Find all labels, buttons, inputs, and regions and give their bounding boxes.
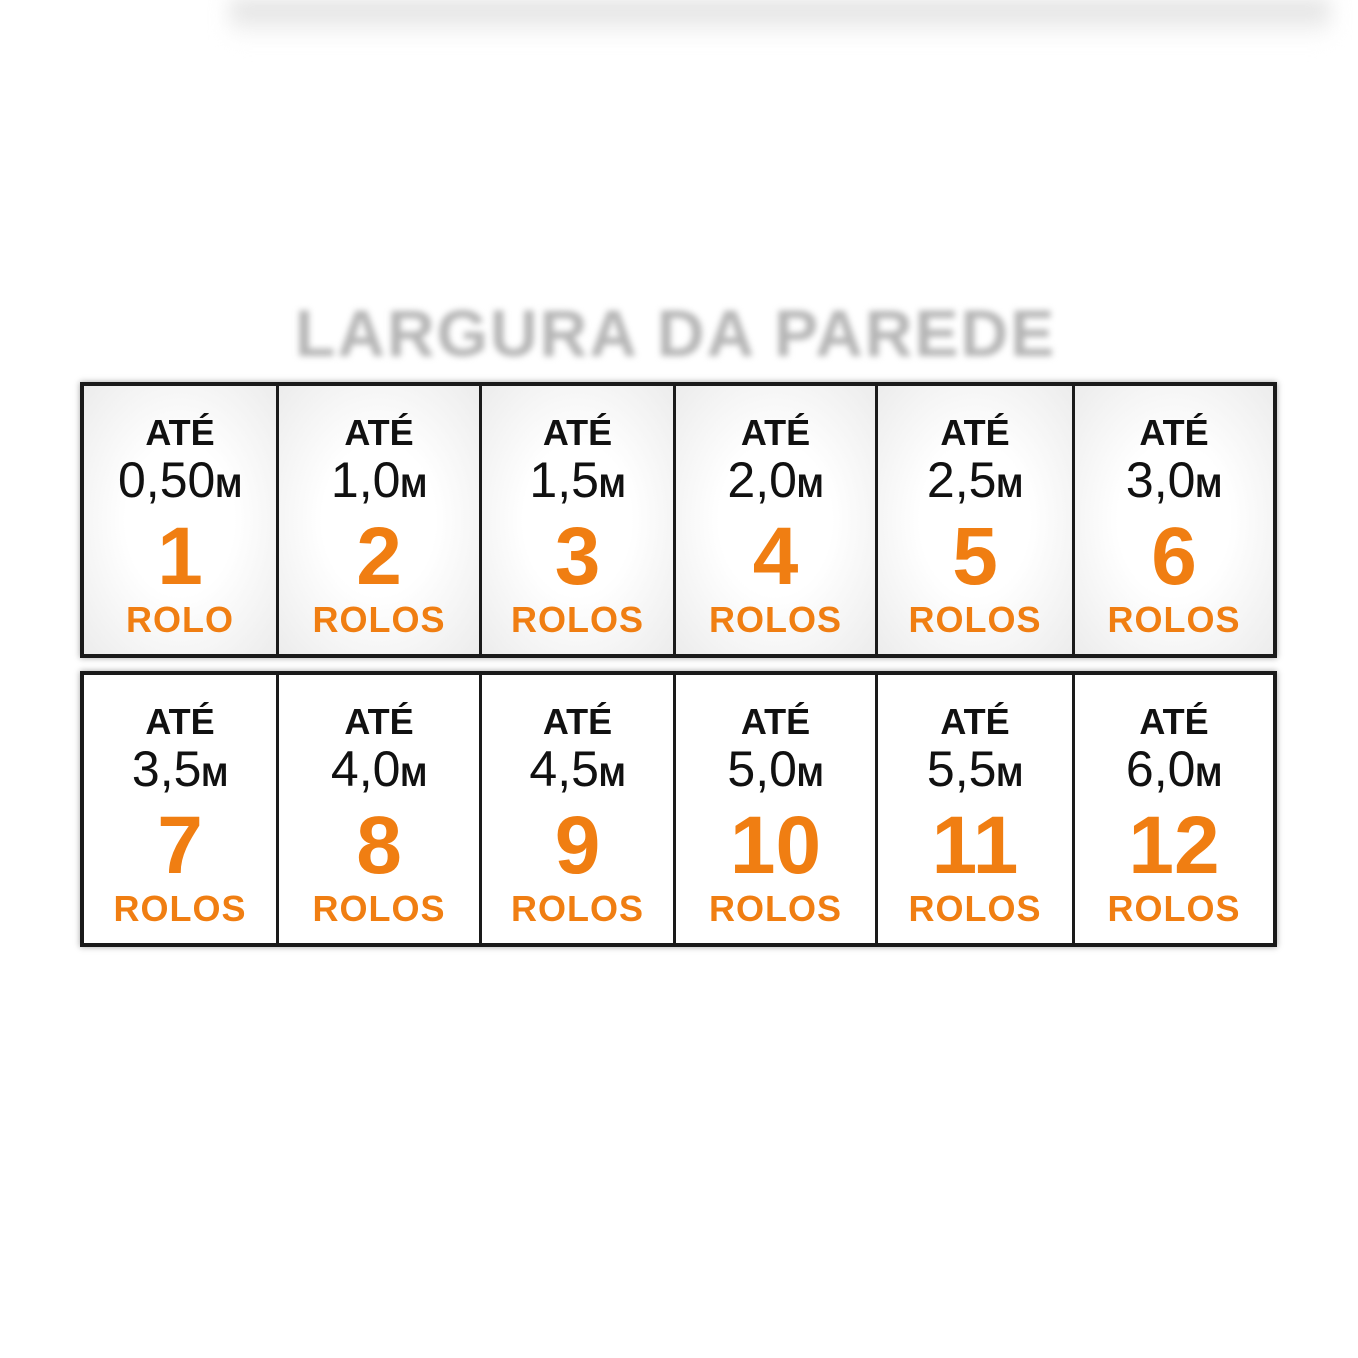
measure-value: 3,5	[131, 741, 202, 797]
roll-count: 8	[356, 800, 402, 891]
measure-unit: M	[1195, 757, 1223, 793]
roll-count: 10	[729, 800, 822, 891]
roll-count: 2	[356, 511, 402, 602]
cell-measure	[727, 454, 823, 512]
table-cell	[482, 675, 676, 943]
table-cell	[279, 675, 482, 943]
wall-width-heading: LARGURA DA PAREDE	[295, 296, 1057, 370]
cell-measure	[1126, 454, 1222, 512]
cell-prefix: ATÉ	[542, 701, 613, 742]
measure-value: 5,0	[727, 741, 797, 797]
cell-prefix: ATÉ	[344, 701, 414, 742]
measure-value: 2,0	[727, 452, 797, 508]
measure-value: 1,5	[529, 452, 599, 508]
roll-count: 7	[157, 800, 203, 891]
table-cell	[676, 386, 878, 654]
cell-prefix: ATÉ	[1139, 412, 1209, 453]
roll-label: ROLOS	[312, 599, 446, 640]
measure-unit: M	[796, 468, 824, 504]
measure-unit: M	[201, 757, 229, 793]
measure-value: 2,5	[926, 452, 997, 508]
cell-measure	[132, 743, 228, 801]
measure-value: 0,50	[118, 452, 216, 508]
cell-prefix: ATÉ	[940, 412, 1010, 453]
blurred-top-band	[230, 0, 1330, 40]
cell-measure	[331, 454, 427, 512]
roll-count: 5	[952, 511, 998, 602]
measure-value: 3,0	[1125, 452, 1196, 508]
measure-value: 4,5	[529, 741, 599, 797]
cell-prefix: ATÉ	[344, 412, 414, 453]
cell-measure	[927, 743, 1023, 801]
roll-count: 9	[554, 800, 601, 891]
measure-unit: M	[996, 468, 1024, 504]
cell-measure	[1126, 743, 1222, 801]
measure-value: 1,0	[330, 452, 401, 508]
table-cell	[1075, 386, 1273, 654]
roll-label: ROLO	[126, 599, 234, 640]
table-row	[80, 382, 1277, 658]
roll-label: ROLOS	[908, 888, 1042, 929]
roll-label: ROLOS	[510, 888, 644, 929]
roll-count: 3	[554, 511, 601, 602]
measure-value: 4,0	[330, 741, 401, 797]
roll-label: ROLOS	[510, 599, 644, 640]
roll-count: 4	[752, 511, 799, 602]
roll-count: 11	[931, 800, 1019, 891]
roll-count: 12	[1128, 800, 1220, 891]
cell-prefix: ATÉ	[145, 701, 215, 742]
table-cell	[84, 675, 279, 943]
cell-measure	[118, 454, 242, 512]
table-cell	[676, 675, 878, 943]
measure-unit: M	[996, 757, 1024, 793]
cell-prefix: ATÉ	[542, 412, 613, 453]
table-cell	[1075, 675, 1273, 943]
measure-value: 6,0	[1125, 741, 1196, 797]
cell-prefix: ATÉ	[740, 412, 811, 453]
rolls-table	[80, 382, 1277, 947]
roll-label: ROLOS	[908, 599, 1042, 640]
measure-unit: M	[598, 468, 626, 504]
measure-unit: M	[400, 468, 428, 504]
cell-prefix: ATÉ	[940, 701, 1010, 742]
roll-count: 6	[1151, 511, 1197, 602]
measure-value: 5,5	[926, 741, 997, 797]
roll-label: ROLOS	[1107, 599, 1241, 640]
roll-label: ROLOS	[708, 888, 842, 929]
table-cell	[878, 675, 1075, 943]
table-cell	[482, 386, 676, 654]
table-cell	[84, 386, 279, 654]
roll-count: 1	[157, 511, 203, 602]
roll-label: ROLOS	[1107, 888, 1241, 929]
measure-unit: M	[1195, 468, 1223, 504]
cell-measure	[727, 743, 823, 801]
table-cell	[878, 386, 1075, 654]
measure-unit: M	[598, 757, 626, 793]
cell-measure	[331, 743, 427, 801]
roll-label: ROLOS	[708, 599, 842, 640]
cell-measure	[529, 454, 625, 512]
cell-prefix: ATÉ	[145, 412, 215, 453]
cell-measure	[927, 454, 1023, 512]
measure-unit: M	[215, 468, 242, 504]
measure-unit: M	[400, 757, 428, 793]
roll-label: ROLOS	[312, 888, 446, 929]
cell-prefix: ATÉ	[1139, 701, 1209, 742]
measure-unit: M	[796, 757, 824, 793]
roll-label: ROLOS	[113, 888, 247, 929]
table-row	[80, 671, 1277, 947]
cell-prefix: ATÉ	[740, 701, 811, 742]
cell-measure	[529, 743, 625, 801]
table-cell	[279, 386, 482, 654]
